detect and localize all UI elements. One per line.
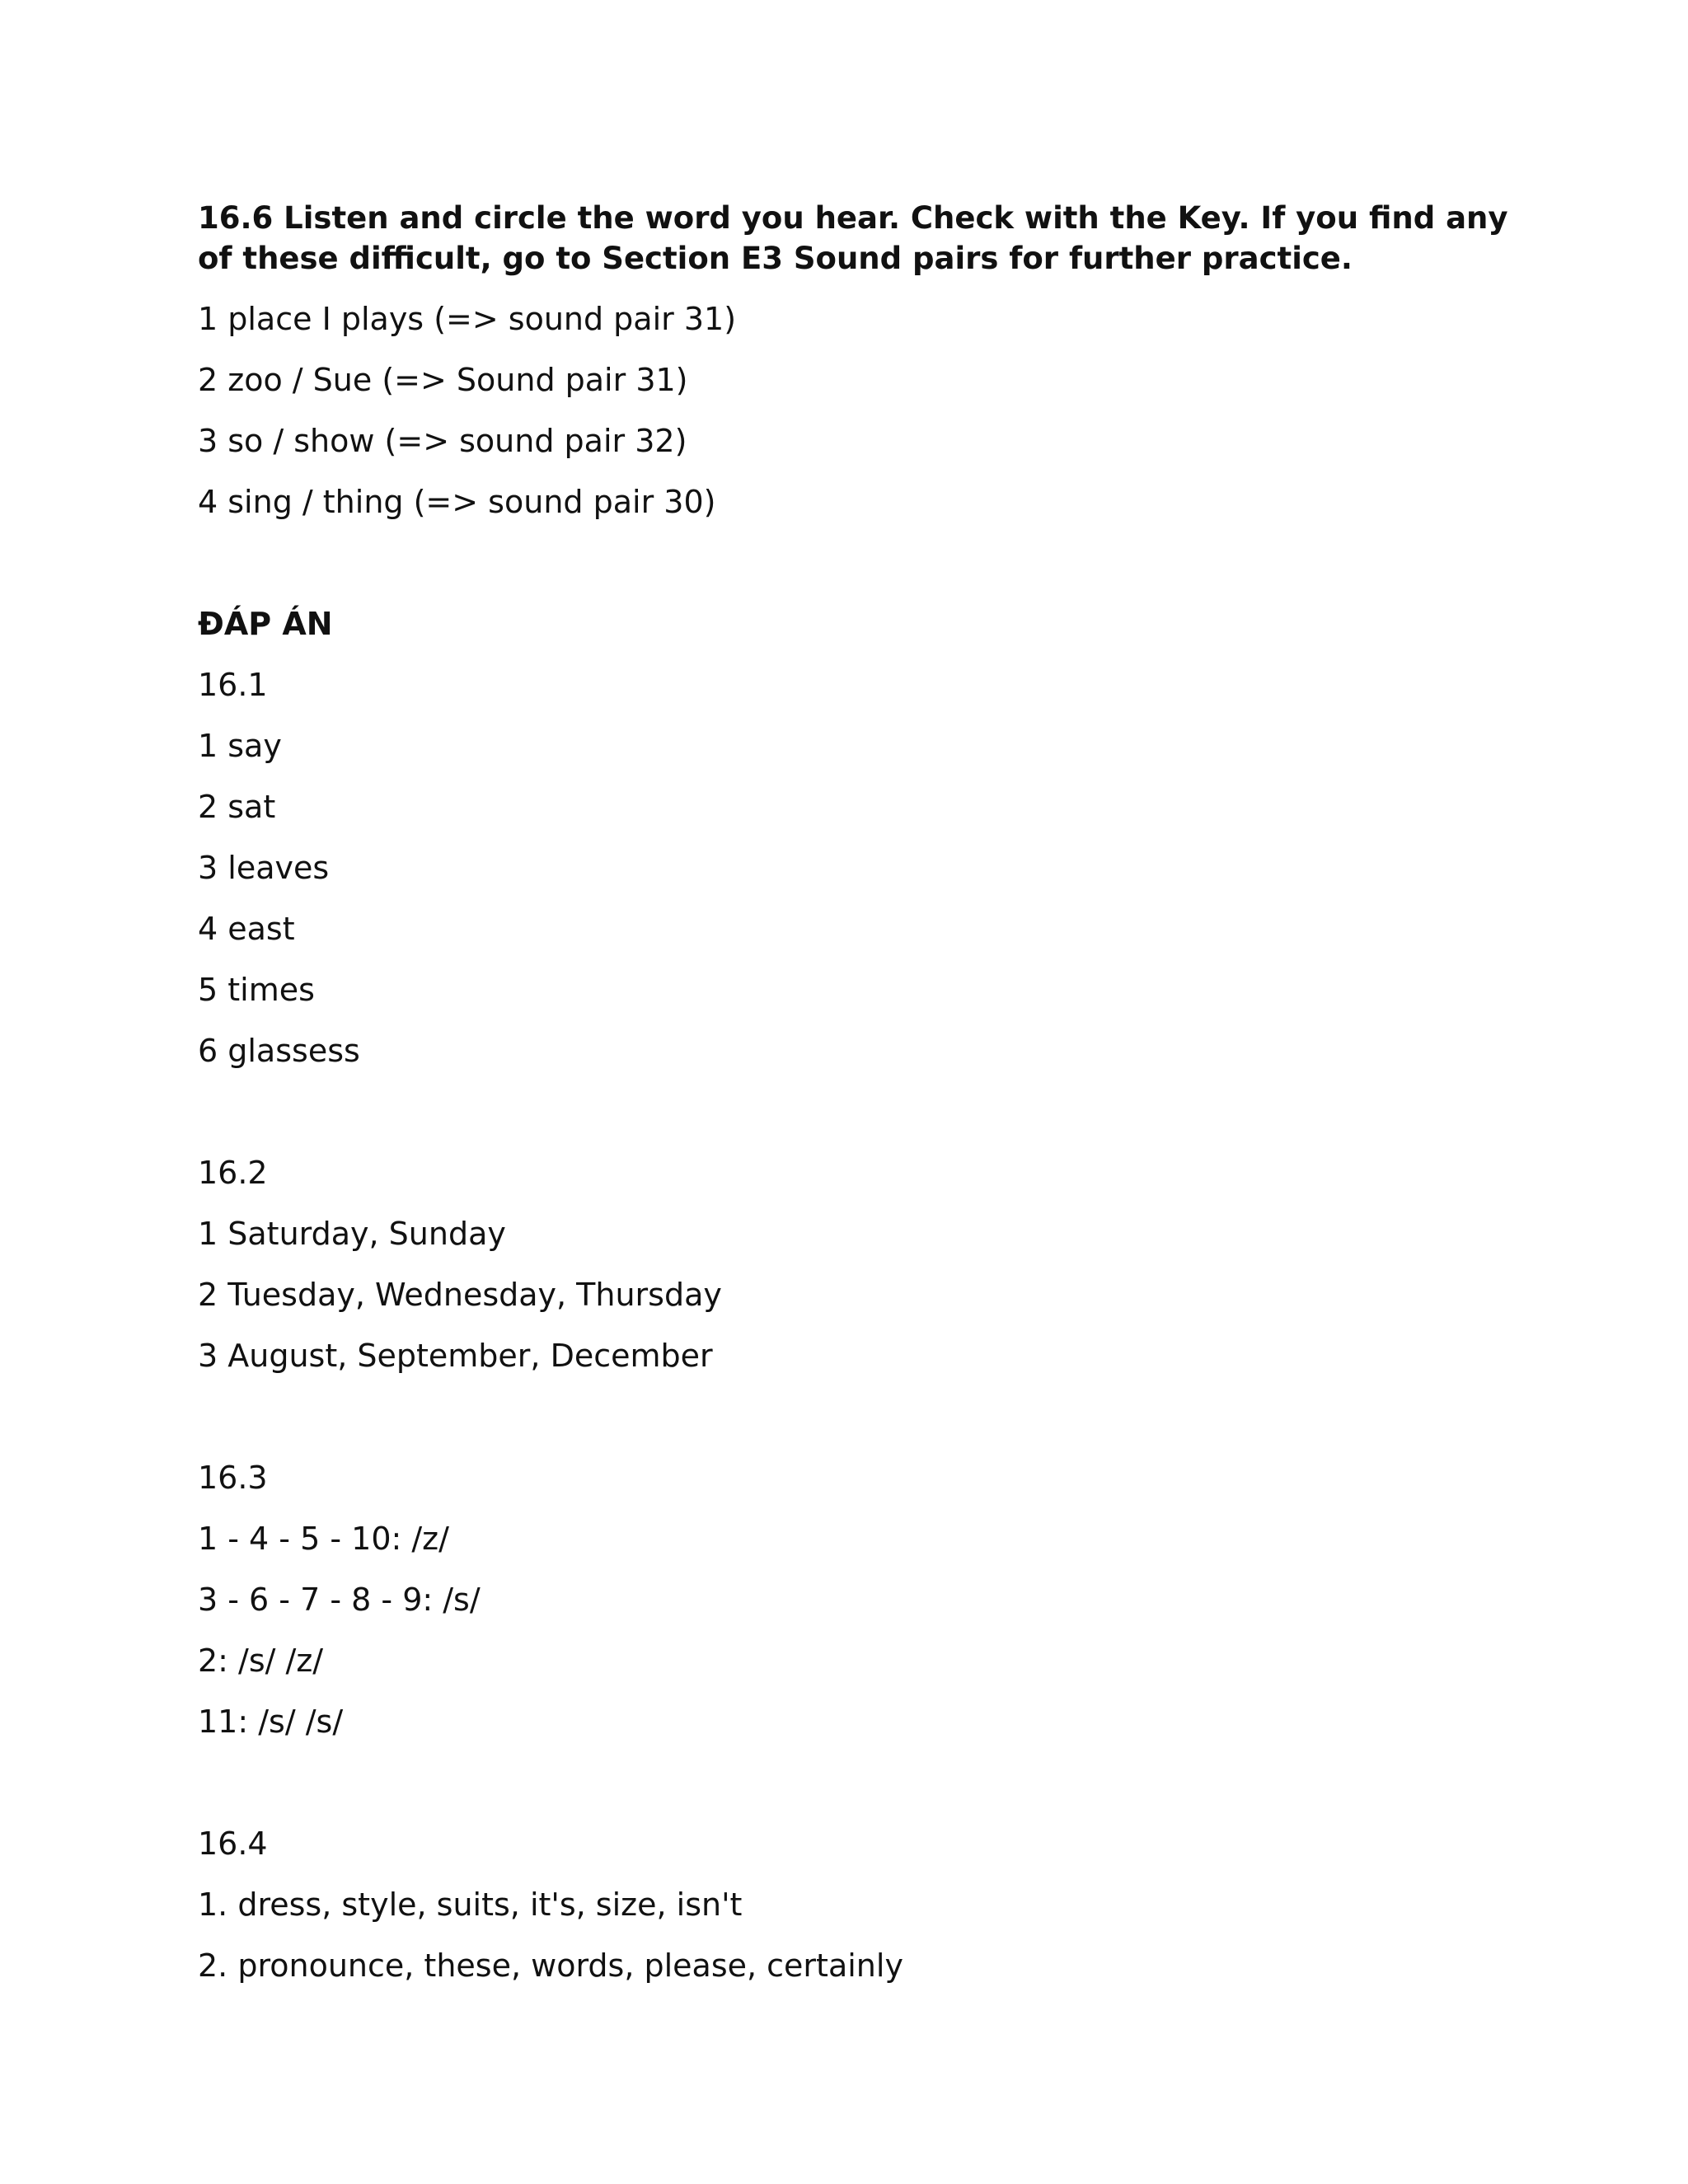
spacer bbox=[198, 1386, 1517, 1447]
exercise-item: 3 so / show (=> sound pair 32) bbox=[198, 423, 687, 459]
answer-item: 2 Tuesday, Wednesday, Thursday bbox=[198, 1277, 722, 1313]
answer-item: 2. pronounce, these, words, please, certainly bbox=[198, 1947, 903, 1984]
exercise-item: 4 sing / thing (=> sound pair 30) bbox=[198, 484, 716, 520]
answer-item: 5 times bbox=[198, 972, 315, 1008]
spacer bbox=[198, 1081, 1517, 1142]
answer-item: 11: /s/ /s/ bbox=[198, 1704, 344, 1740]
section-label: 16.4 bbox=[198, 1825, 268, 1862]
document-page bbox=[198, 198, 1517, 1996]
answer-item: 4 east bbox=[198, 911, 295, 947]
answers-title: ĐÁP ÁN bbox=[198, 606, 333, 642]
answer-item: 1 say bbox=[198, 728, 282, 764]
answer-item: 3 - 6 - 7 - 8 - 9: /s/ bbox=[198, 1582, 481, 1618]
exercise-item: 1 place I plays (=> sound pair 31) bbox=[198, 301, 737, 337]
answer-item: 1 Saturday, Sunday bbox=[198, 1216, 506, 1252]
section-label: 16.1 bbox=[198, 667, 268, 703]
answer-item: 1 - 4 - 5 - 10: /z/ bbox=[198, 1521, 449, 1557]
exercise-item: 2 zoo / Sue (=> Sound pair 31) bbox=[198, 362, 688, 398]
exercise-heading: 16.6 Listen and circle the word you hear. Check with the Key. If you find any of these difficult, go to Section E3 Sound pairs for further practice. bbox=[198, 200, 1508, 276]
section-label: 16.2 bbox=[198, 1155, 268, 1191]
answer-item: 2 sat bbox=[198, 789, 276, 825]
answer-item: 2: /s/ /z/ bbox=[198, 1643, 324, 1679]
answer-item: 3 leaves bbox=[198, 850, 330, 886]
spacer bbox=[198, 532, 1517, 593]
spacer bbox=[198, 1752, 1517, 1813]
section-label: 16.3 bbox=[198, 1460, 268, 1496]
answer-item: 3 August, September, December bbox=[198, 1338, 713, 1374]
answer-item: 6 glassess bbox=[198, 1033, 360, 1069]
answer-item: 1. dress, style, suits, it's, size, isn't bbox=[198, 1886, 743, 1923]
